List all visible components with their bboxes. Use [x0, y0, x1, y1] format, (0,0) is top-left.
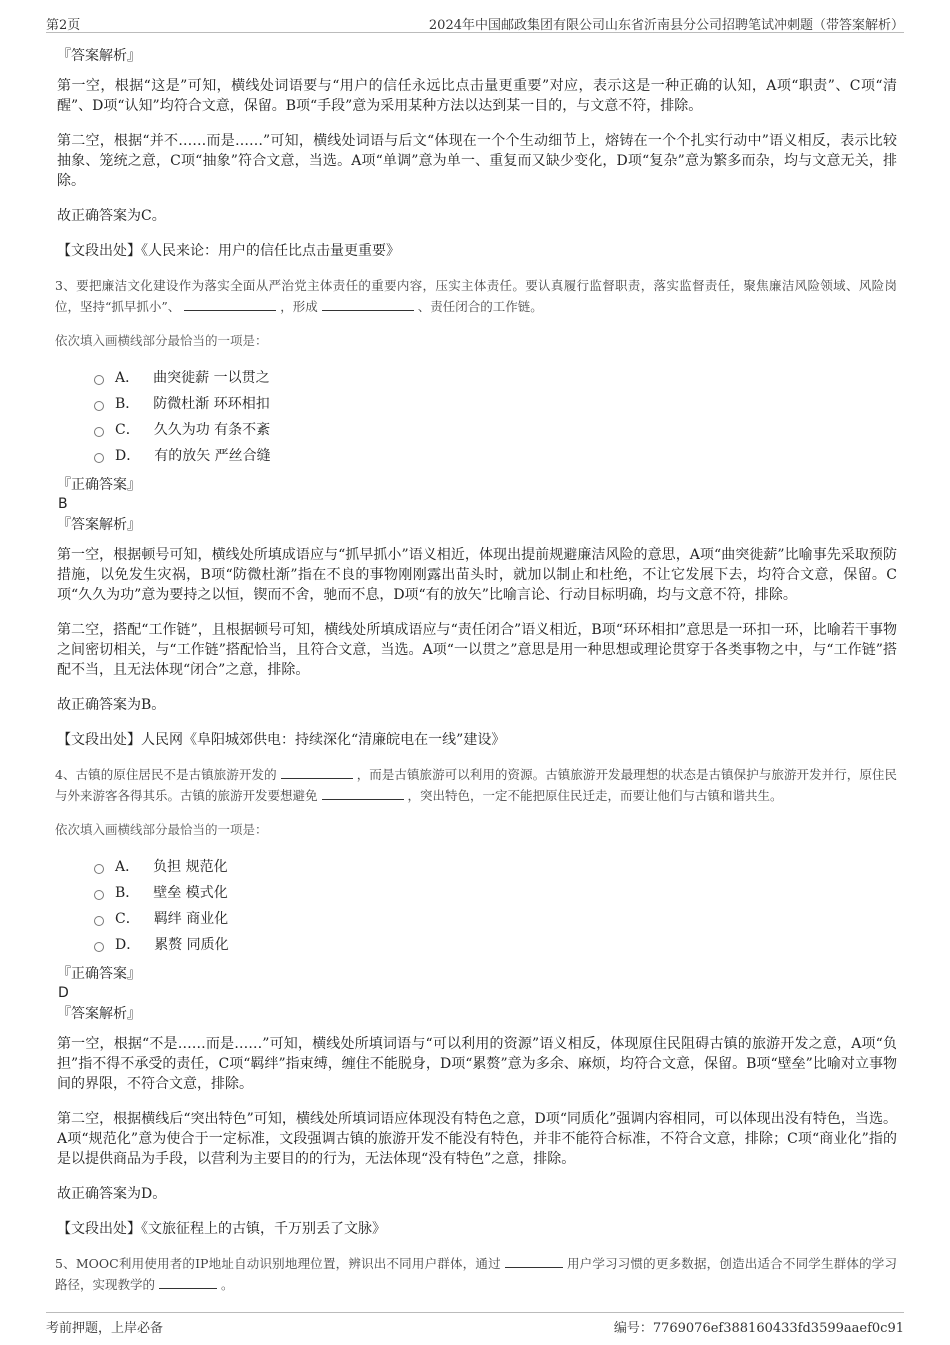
fill-blank — [322, 298, 414, 311]
stem-text: 5、MOOC利用使用者的IP地址自动识别地理位置，辨识出不同用户群体，通过 — [55, 1256, 501, 1271]
radio-icon[interactable] — [94, 375, 104, 385]
option-text: 久久为功 有条不紊 — [153, 422, 271, 438]
prev-question-analysis — [57, 46, 897, 261]
page-footer — [46, 1312, 904, 1337]
page-number: 第2页 — [46, 18, 81, 33]
option-letter: C． — [115, 422, 140, 438]
source-citation: 【文段出处】《人民来论：用户的信任比点击量更重要》 — [57, 243, 400, 259]
stem-text: 、责任闭合的工作链。 — [417, 299, 543, 314]
conclusion-text: 故正确答案为B。 — [57, 697, 166, 713]
radio-icon[interactable] — [94, 453, 104, 463]
analysis-paragraph: 第二空，根据“并不……而是……”可知，横线处词语与后文“体现在一个个生动细节上，熔铸在一个个扎实行动中”语义相反，表示比较抽象、笼统之意，C项“抽象”符合文意，当选。A项“单调”意为单一、重复而又缺少变化，D项“复杂”意为繁多而杂，均与文意无关，排除。 — [57, 133, 897, 189]
analysis-paragraph: 第一空，根据“这是”可知，横线处词语要与“用户的信任永远比点击量更重要”对应，表示这是一种正确的认知，A项“职责”、C项“清醒”、D项“认知”均符合文意，保留。B项“手段”意为采用某种方法以达到某一目的，与文意不符，排除。 — [57, 78, 897, 114]
options-list — [94, 365, 897, 469]
question-stem — [55, 1253, 897, 1295]
stem-text: ，形成 — [280, 299, 318, 314]
option-a[interactable] — [94, 365, 897, 391]
footer-slogan: 考前押题，上岸必备 — [46, 1321, 164, 1336]
analysis-label: 『答案解析』 — [57, 48, 141, 64]
radio-icon[interactable] — [94, 427, 104, 437]
option-letter: A． — [115, 370, 140, 386]
option-b[interactable] — [94, 880, 897, 906]
question-instruction: 依次填入画横线部分最恰当的一项是： — [55, 822, 268, 837]
radio-icon[interactable] — [94, 401, 104, 411]
document-title: 2024年中国邮政集团有限公司山东省沂南县分公司招聘笔试冲刺题（带答案解析） — [428, 18, 904, 33]
option-a[interactable] — [94, 854, 897, 880]
fill-blank — [281, 766, 353, 779]
analysis-label: 『答案解析』 — [57, 1006, 141, 1022]
correct-answer: B — [58, 496, 68, 512]
source-citation: 【文段出处】人民网《阜阳城郊供电：持续深化“清廉皖电在一线”建设》 — [57, 732, 506, 748]
question-3 — [57, 275, 897, 750]
option-d[interactable] — [94, 443, 897, 469]
question-4 — [57, 764, 897, 1239]
option-c[interactable] — [94, 906, 897, 932]
option-letter: B． — [115, 396, 140, 412]
stem-text: 用户学习习惯的更多数据，创造出适合不同学生群体的学习路径，实现教学的 — [55, 1256, 897, 1292]
document-code: 编号：7769076ef388160433fd3599aaef0c91 — [613, 1321, 904, 1336]
stem-text: 3、要把廉洁文化建设作为落实全面从严治党主体责任的重要内容，压实主体责任。要认真履行监督职责，落实监督责任，聚焦廉洁风险领域、风险岗位，坚持“抓早抓小”、 — [55, 278, 897, 314]
option-letter: D． — [115, 937, 141, 953]
analysis-paragraph: 第二空，根据横线后“突出特色”可知，横线处所填词语应体现没有特色之意，D项“同质化”强调内容相同，可以体现出没有特色，当选。A项“规范化”意为使合于一定标准，文段强调古镇的旅游开发不能没有特色，并非不能符合标准，不符合文意，排除；C项“商业化”指的是以提供商品为手段，以营利为主要目的的行为，无法体现“没有特色”之意，排除。 — [57, 1111, 897, 1167]
radio-icon[interactable] — [94, 916, 104, 926]
question-stem — [55, 764, 897, 806]
question-instruction: 依次填入画横线部分最恰当的一项是： — [55, 333, 268, 348]
correct-answer: D — [58, 985, 69, 1001]
conclusion-text: 故正确答案为D。 — [57, 1186, 167, 1202]
option-text: 壁垒 模式化 — [153, 885, 228, 901]
option-text: 曲突徙薪 一以贯之 — [153, 370, 270, 386]
option-text: 羁绊 商业化 — [153, 911, 229, 927]
correct-answer-label: 『正确答案』 — [57, 477, 141, 493]
document-body — [57, 46, 897, 1309]
fill-blank — [505, 1255, 563, 1268]
fill-blank — [322, 787, 404, 800]
stem-text: 4、古镇的原住居民不是古镇旅游开发的 — [55, 767, 277, 782]
page-header — [46, 10, 904, 33]
correct-answer-label: 『正确答案』 — [57, 966, 141, 982]
option-letter: C． — [115, 911, 140, 927]
question-stem — [55, 275, 897, 317]
question-5 — [57, 1253, 897, 1295]
stem-text: 。 — [221, 1277, 234, 1292]
analysis-label: 『答案解析』 — [57, 517, 141, 533]
option-d[interactable] — [94, 932, 897, 958]
option-letter: B． — [115, 885, 140, 901]
fill-blank — [159, 1276, 217, 1289]
option-text: 防微杜渐 环环相扣 — [153, 396, 270, 412]
source-citation: 【文段出处】《文旅征程上的古镇，千万别丢了文脉》 — [57, 1221, 386, 1237]
option-text: 负担 规范化 — [153, 859, 228, 875]
option-letter: D． — [115, 448, 141, 464]
option-b[interactable] — [94, 391, 897, 417]
options-list — [94, 854, 897, 958]
analysis-paragraph: 第二空，搭配“工作链”，且根据顿号可知，横线处所填成语应与“责任闭合”语义相近，B项“环环相扣”意思是一环扣一环，比喻若干事物之间密切相关，与“工作链”搭配恰当，且符合文意，当选。A项“一以贯之”意思是用一种思想或理论贯穿于各类事物之中，与“工作链”搭配不当，且无法体现“闭合”之意，排除。 — [57, 622, 897, 678]
conclusion-text: 故正确答案为C。 — [57, 208, 166, 224]
stem-text: ，突出特色，一定不能把原住民迁走，而要让他们与古镇和谐共生。 — [407, 788, 783, 803]
analysis-paragraph: 第一空，根据顿号可知，横线处所填成语应与“抓早抓小”语义相近，体现出提前规避廉洁风险的意思，A项“曲突徙薪”比喻事先采取预防措施，以免发生灾祸，B项“防微杜渐”指在不良的事物刚刚露出苗头时，就加以制止和杜绝，不让它发展下去，均符合文意，保留。C项“久久为功”意为要持之以恒，锲而不舍，驰而不息，D项“有的放矢”比喻言论、行动目标明确，均与文意不符，排除。 — [57, 547, 897, 603]
option-text: 累赘 同质化 — [154, 937, 229, 953]
option-c[interactable] — [94, 417, 897, 443]
radio-icon[interactable] — [94, 864, 104, 874]
option-text: 有的放矢 严丝合缝 — [154, 448, 271, 464]
radio-icon[interactable] — [94, 942, 104, 952]
stem-text: ，而是古镇旅游可以利用的资源。古镇旅游开发最理想的状态是古镇保护与旅游开发并行，原住民与外来游客各得其乐。古镇的旅游开发要想避免 — [55, 767, 897, 803]
fill-blank — [184, 298, 276, 311]
radio-icon[interactable] — [94, 890, 104, 900]
option-letter: A． — [115, 859, 140, 875]
analysis-paragraph: 第一空，根据“不是……而是……”可知，横线处所填词语与“可以利用的资源”语义相反，体现原住民阻碍古镇的旅游开发之意，A项“负担”指不得不承受的责任，C项“羁绊”指束缚，缠住不能脱身，D项“累赘”意为多余、麻烦，均符合文意，保留。B项“壁垒”比喻对立事物间的界限，不符合文意，排除。 — [57, 1036, 897, 1092]
